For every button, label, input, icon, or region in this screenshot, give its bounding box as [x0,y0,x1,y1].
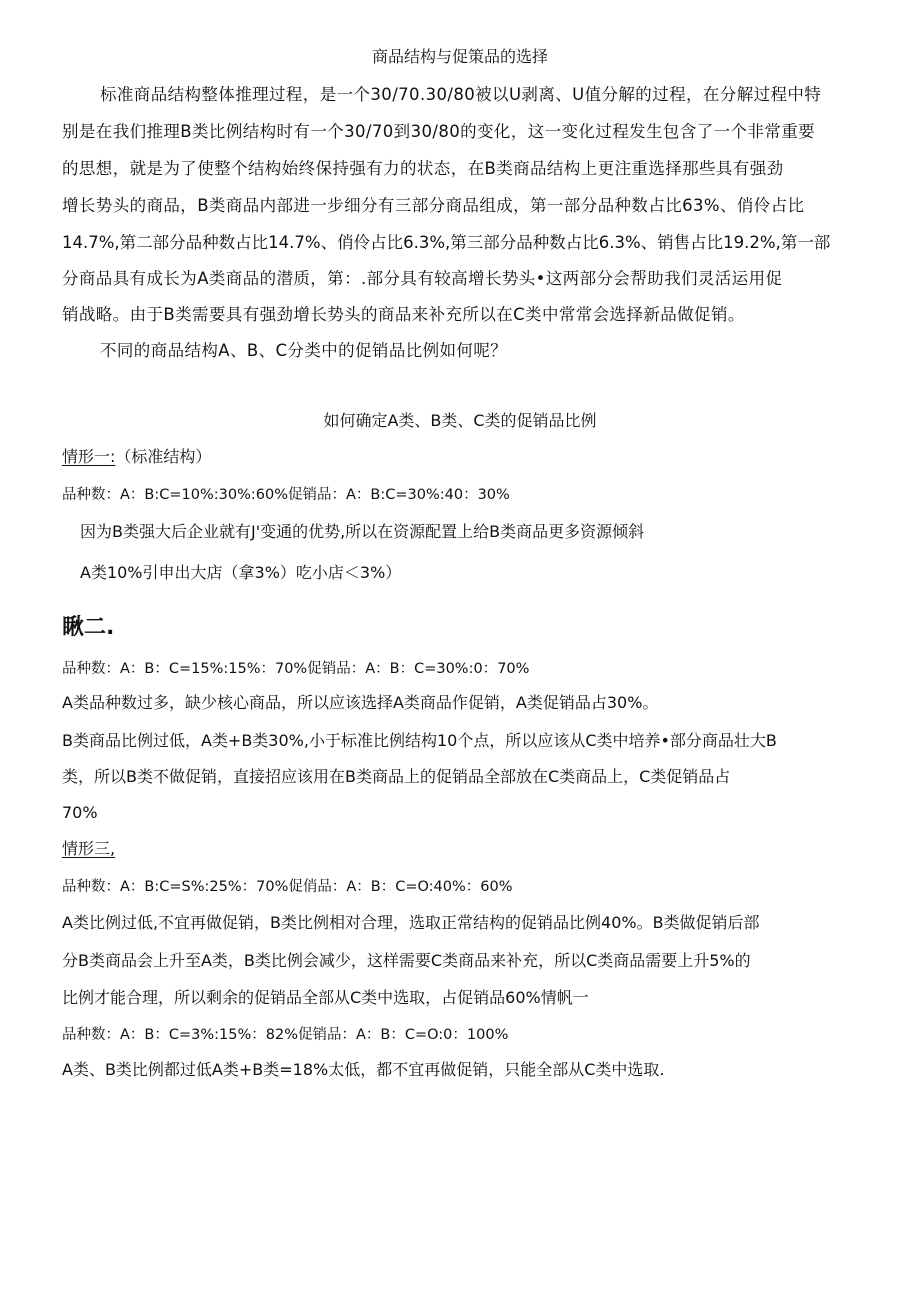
case1-ratio: 品种数：A：B:C=10%:30%:60%促销品：A：B:C=30%:40：30% [62,487,510,503]
case1-note-1: 因为B类强大后企业就有J'变通的优势,所以在资源配置上给B类商品更多资源倾斜 [80,522,645,541]
case3-ratio: 品种数：A：B:C=S%:25%：70%促俏品：A：B：C=O:40%：60% [62,879,513,895]
section-title: 如何确定A类、B类、C类的促销品比例 [323,411,597,430]
case2-line-1: A类品种数过多，缺少核心商品，所以应该选择A类商品作促销，A类促销品占30%。 [62,693,659,712]
case1-heading-suffix: （标准结构） [115,447,212,466]
case2-line-3: 类，所以B类不做促销，直接招应该用在B类商品上的促销品全部放在C类商品上，C类促销品占 [62,767,731,786]
case3-line-3: 比例才能合理，所以剩余的促销品全部从C类中选取，占促销品60%情帆一 [62,988,589,1007]
case3-heading: 情形三, [62,839,116,858]
case2-heading: 瞅二. [62,615,115,640]
intro-line-4: 增长势头的商品，B类商品内部进一步细分有三部分商品组成，第一部分品种数占比63%、俏伶占比 [62,196,805,215]
case1-note-2: A类10%引申出大店（拿3%）吃小店＜3%） [80,563,402,582]
case1-heading: 情形一: [62,447,116,466]
intro-line-1: 标准商品结构整体推理过程，是一个30/70.30/80被以U剥离、U值分解的过程，在分解过程中特 [100,85,822,104]
case4-ratio: 品种数：A：B：C=3%:15%：82%促销品：A：B：C=O:0：100% [62,1027,509,1043]
intro-line-5: 14.7%,第二部分品种数占比14.7%、俏伶占比6.3%,第三部分品种数占比6.3%、销售占比19.2%,第一部 [62,233,831,252]
document-title: 商品结构与促策品的选择 [371,47,548,66]
question-line: 不同的商品结构A、B、C分类中的促销品比例如何呢？ [100,341,508,360]
intro-line-2: 别是在我们推理B类比例结构时有一个30/70到30/80的变化，这一变化过程发生包含了一个非常重要 [62,122,816,141]
case3-line-1: A类比例过低,不宜再做促销，B类比例相对合理，选取正常结构的促销品比例40%。B类做促销后部 [62,913,760,932]
case4-line: A类、B类比例都过低A类+B类=18%太低，都不宜再做促销，只能全部从C类中选取. [62,1060,665,1079]
case2-line-4: 70% [62,803,98,822]
intro-line-3: 的思想，就是为了使整个结构始终保持强有力的状态，在B类商品结构上更注重选择那些具有强劲 [62,159,784,178]
case3-line-2: 分B类商品会上升至A类，B类比例会减少，这样需要C类商品来补充，所以C类商品需要上升5%的 [62,951,751,970]
case1-heading-row [62,446,211,468]
case2-ratio: 品种数：A：B：C=15%:15%：70%促销品：A：B：C=30%:0：70% [62,661,530,677]
intro-line-7: 销战略。由于B类需要具有强劲增长势头的商品来补充所以在C类中常常会选择新品做促销。 [62,305,745,324]
case2-line-2: B类商品比例过低，A类+B类30%,小于标准比例结构10个点，所以应该从C类中培养•部分商品壮大B [62,731,777,750]
intro-line-6: 分商品具有成长为A类商品的潜质，第：.部分具有较高增长势头•这两部分会帮助我们灵活运用促 [62,269,783,288]
